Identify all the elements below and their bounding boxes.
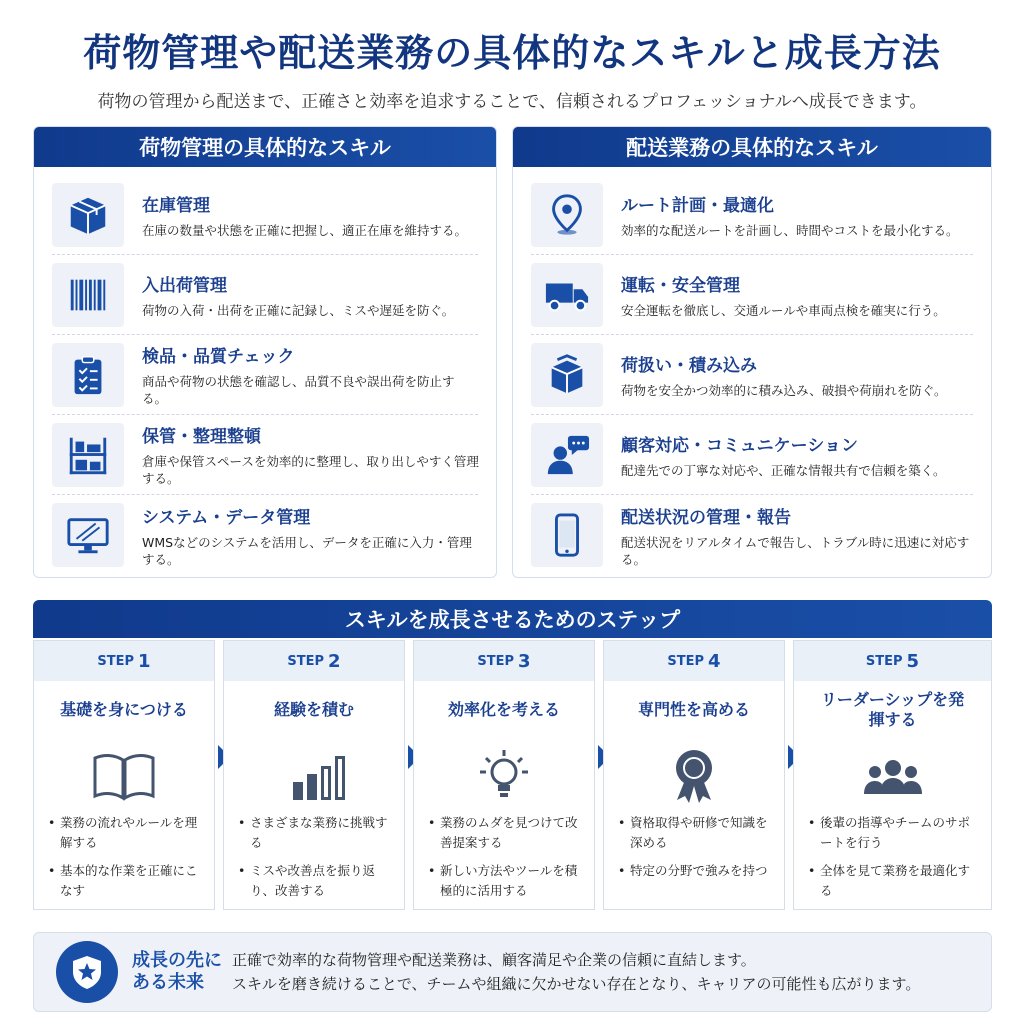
step-number: 3 — [518, 650, 531, 672]
step-bullet: • 新しい方法やツールを積極的に活用する — [428, 861, 584, 901]
step-word: STEP — [865, 653, 903, 669]
step-bullet: • 基本的な作業を正確にこなす — [48, 861, 204, 901]
step-word: STEP — [287, 653, 325, 669]
step-title: 専門性を高める — [637, 700, 750, 719]
skill-customer-service — [531, 415, 973, 495]
skill-safe-driving — [531, 255, 973, 335]
delivery-skills-panel — [512, 126, 992, 578]
skill-name: 入出荷管理 — [142, 275, 227, 296]
skill-storage — [52, 415, 478, 495]
map-pin-icon — [531, 183, 603, 247]
skill-desc: 在庫の数量や状態を正確に把握し、適正在庫を維持する。 — [142, 222, 468, 238]
bar-chart-icon — [224, 739, 404, 813]
step-bullet: • 資格取得や研修で知識を深める — [618, 813, 774, 853]
step-bullet: • 特定の分野で強みを持つ — [618, 861, 774, 881]
boxes-icon — [531, 343, 603, 407]
team-icon — [794, 739, 991, 813]
truck-icon — [531, 263, 603, 327]
step-number: 1 — [138, 650, 151, 672]
star-badge-icon — [56, 941, 118, 1003]
skill-desc: 商品や荷物の状態を確認し、品質不良や誤出荷を防止する。 — [142, 374, 455, 406]
skill-route-planning — [531, 175, 973, 255]
future-banner — [33, 932, 992, 1012]
step-title: 基礎を身につける — [60, 700, 188, 719]
skill-inbound-outbound — [52, 255, 478, 335]
step-label — [34, 641, 214, 681]
step-title: 経験を積む — [273, 700, 354, 719]
future-line: 正確で効率的な荷物管理や配送業務は、顧客満足や企業の信頼に直結します。 — [232, 951, 756, 969]
skill-name: 顧客対応・コミュニケーション — [621, 435, 858, 456]
growth-steps-heading: スキルを成長させるためのステップ — [33, 600, 992, 638]
clipboard-check-icon — [52, 343, 124, 407]
skill-name: ルート計画・最適化 — [621, 195, 774, 216]
step-label — [604, 641, 784, 681]
step-label — [224, 641, 404, 681]
skill-desc: 倉庫や保管スペースを効率的に整理し、取り出しやすく管理する。 — [142, 454, 479, 486]
step-bullet: • 後輩の指導やチームのサポートを行う — [808, 813, 981, 853]
skill-status-report — [531, 495, 973, 575]
barcode-icon — [52, 263, 124, 327]
step-bullet: • ミスや改善点を振り返り、改善する — [238, 861, 394, 901]
cargo-skills-heading: 荷物管理の具体的なスキル — [34, 127, 496, 167]
skill-name: 在庫管理 — [142, 195, 210, 216]
award-icon — [604, 739, 784, 813]
step-word: STEP — [477, 653, 515, 669]
step-word: STEP — [667, 653, 705, 669]
step-card-5 — [793, 640, 992, 910]
book-icon — [34, 739, 214, 813]
step-card-4 — [603, 640, 785, 910]
smartphone-icon — [531, 503, 603, 567]
future-line: スキルを磨き続けることで、チームや組織に欠かせない存在となり、キャリアの可能性も広がります。 — [232, 975, 921, 993]
skill-desc: 安全運転を徹底し、交通ルールや車両点検を確実に行う。 — [621, 302, 946, 318]
skill-name: 運転・安全管理 — [621, 275, 740, 296]
skill-name: 荷扱い・積み込み — [621, 355, 757, 376]
skill-name: 検品・品質チェック — [142, 347, 295, 367]
customer-chat-icon — [531, 423, 603, 487]
step-label — [414, 641, 594, 681]
growth-steps-section — [33, 600, 992, 912]
step-card-2 — [223, 640, 405, 910]
skill-system-data — [52, 495, 478, 575]
lightbulb-icon — [414, 739, 594, 813]
future-text — [232, 948, 920, 996]
step-card-1 — [33, 640, 215, 910]
skill-desc: 荷物を安全かつ効率的に積み込み、破損や荷崩れを防ぐ。 — [621, 382, 947, 398]
delivery-skills-heading: 配送業務の具体的なスキル — [513, 127, 991, 167]
skill-name: 配送状況の管理・報告 — [621, 507, 791, 528]
monitor-icon — [52, 503, 124, 567]
shelf-icon — [52, 423, 124, 487]
skill-desc: 配送状況をリアルタイムで報告し、トラブル時に迅速に対応する。 — [621, 534, 970, 567]
step-number: 5 — [906, 650, 920, 672]
skill-inventory — [52, 175, 478, 255]
page-subtitle: 荷物の管理から配送まで、正確さと効率を追求することで、信頼されるプロフェッショナルへ成長できます。 — [97, 92, 927, 112]
future-title: 成長の先にある未来 — [132, 950, 222, 993]
box-icon — [52, 183, 124, 247]
skill-desc: WMSなどのシステムを活用し、データを正確に入力・管理する。 — [142, 534, 472, 567]
skill-desc: 配達先での丁寧な対応や、正確な情報共有で信頼を築く。 — [621, 462, 946, 478]
skill-loading — [531, 335, 973, 415]
skill-desc: 効率的な配送ルートを計画し、時間やコストを最小化する。 — [621, 222, 959, 238]
step-card-3 — [413, 640, 595, 910]
step-bullet: • さまざまな業務に挑戦する — [238, 813, 394, 853]
skill-name: システム・データ管理 — [142, 507, 311, 528]
step-number: 4 — [708, 650, 721, 672]
step-label — [794, 641, 991, 681]
step-bullet: • 全体を見て業務を最適化する — [808, 861, 981, 901]
step-word: STEP — [97, 653, 135, 669]
step-bullet: • 業務の流れやルールを理解する — [48, 813, 204, 853]
skill-name: 保管・整理整頓 — [142, 427, 261, 447]
skill-inspection — [52, 335, 478, 415]
cargo-skills-panel — [33, 126, 497, 578]
step-number: 2 — [328, 650, 341, 672]
step-title: リーダーシップを発揮する — [820, 690, 965, 729]
page-title: 荷物管理や配送業務の具体的なスキルと成長方法 — [83, 31, 941, 75]
skill-desc: 荷物の入荷・出荷を正確に記録し、ミスや遅延を防ぐ。 — [142, 302, 455, 318]
step-title: 効率化を考える — [447, 700, 560, 719]
step-bullet: • 業務のムダを見つけて改善提案する — [428, 813, 584, 853]
